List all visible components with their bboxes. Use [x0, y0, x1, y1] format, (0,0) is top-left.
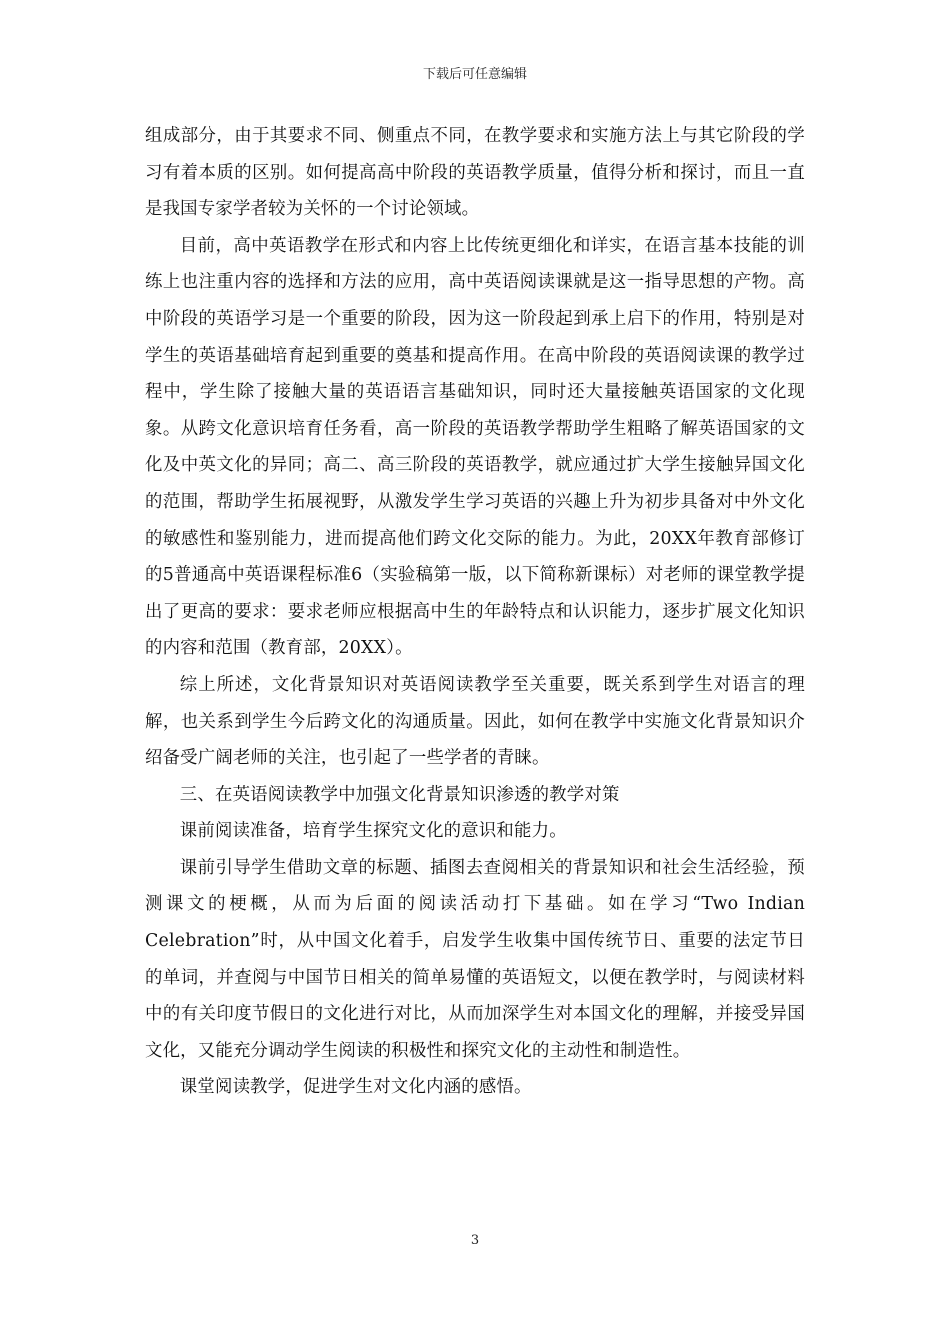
- page-number: 3: [470, 1233, 480, 1248]
- paragraph-continuation: 组成部分，由于其要求不同、侧重点不同，在教学要求和实施方法上与其它阶段的学习有着本质的区别。如何提高高中阶段的英语教学质量，值得分析和探讨，而且一直是我国专家学者较为关怀的一个讨论领域。: [145, 126, 805, 220]
- paragraph: 课前引导学生借助文章的标题、插图去查阅相关的背景知识和社会生活经验，预测课文的梗概，从而为后面的阅读活动打下基础。如在学习“Two Indian Celebration”时，从中国文化着手，启发学生收集中国传统节日、重要的法定节日的单词，并查阅与中国节日相关的简单易懂的英语短文，以便在教学时，与阅读材料中的有关印度节假日的文化进行对比，从而加深学生对本国文化的理解，并接受异国文化，又能充分调动学生阅读的积极性和探究文化的主动性和制造性。: [145, 857, 805, 1061]
- section-heading: 三、在英语阅读教学中加强文化背景知识渗透的教学对策: [179, 784, 620, 805]
- paragraph: 目前，高中英语教学在形式和内容上比传统更细化和详实，在语言基本技能的训练上也注重内容的选择和方法的应用，高中英语阅读课就是这一指导思想的产物。高中阶段的英语学习是一个重要的阶段，因为这一阶段起到承上启下的作用，特别是对学生的英语基础培育起到重要的奠基和提高作用。在高中阶段的英语阅读课的教学过程中，学生除了接触大量的英语语言基础知识，同时还大量接触英语国家的文化现象。从跨文化意识培育任务看，高一阶段的英语教学帮助学生粗略了解英语国家的文化及中英文化的异同；高二、高三阶段的英语教学，就应通过扩大学生接触异国文化的范围，帮助学生拓展视野，从激发学生学习英语的兴趣上升为初步具备对中外文化的敏感性和鉴别能力，进而提高他们跨文化交际的能力。为此，20XX年教育部修订的5普通高中英语课程标准6（实验稿第一版，以下简称新课标）对老师的课堂教学提出了更高的要求：要求老师应根据高中生的年龄特点和认识能力，逐步扩展文化知识的内容和范围（教育部，20XX）。: [145, 235, 805, 659]
- document-body: [145, 118, 805, 1106]
- subsection-heading: 课前阅读准备，培育学生探究文化的意识和能力。: [179, 821, 567, 842]
- page-header: 下载后可任意编辑: [422, 67, 527, 82]
- paragraph: 综上所述，文化背景知识对英语阅读教学至关重要，既关系到学生对语言的理解，也关系到学生今后跨文化的沟通质量。因此，如何在教学中实施文化背景知识介绍备受广阔老师的关注，也引起了一些学者的青睐。: [145, 674, 805, 769]
- subsection-heading: 课堂阅读教学，促进学生对文化内涵的感悟。: [179, 1077, 532, 1098]
